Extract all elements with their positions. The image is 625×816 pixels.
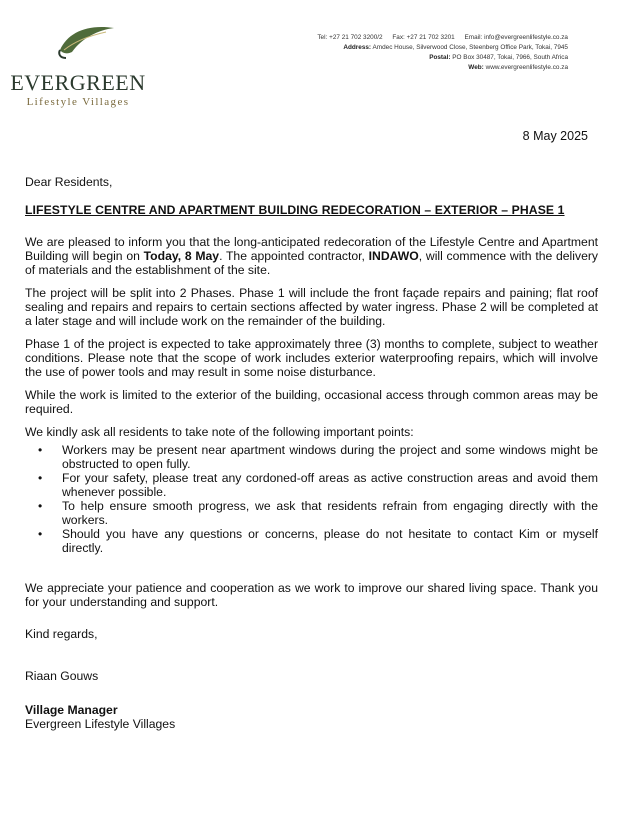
paragraph-intro bbox=[25, 235, 598, 277]
paragraph-thanks: We appreciate your patience and cooperation as we work to improve our shared living space. Thank you for your understanding and support. bbox=[25, 581, 598, 609]
fax-value: +27 21 702 3201 bbox=[406, 34, 455, 41]
leaf-icon bbox=[54, 20, 118, 60]
fax-label: Fax: bbox=[392, 34, 405, 41]
signatory-name: Riaan Gouws bbox=[25, 669, 99, 683]
contact-phone-row bbox=[238, 33, 568, 43]
intro-text-a: We are pleased to inform you that the long-anticipated redecoration of the Lifestyle Centre and Apartment Building will begin on bbox=[25, 235, 598, 263]
list-item-text: For your safety, please treat any cordoned-off areas as active construction areas and avoid them whenever possible. bbox=[62, 471, 598, 499]
company-logo bbox=[8, 20, 148, 108]
list-item-text: Workers may be present near apartment windows during the project and some windows might be obstructed to open fully. bbox=[62, 443, 598, 471]
list-item bbox=[38, 499, 598, 527]
signatory-organisation: Evergreen Lifestyle Villages bbox=[25, 717, 176, 731]
postal-label: Postal: bbox=[429, 54, 451, 61]
signatory-title: Village Manager bbox=[25, 703, 118, 717]
paragraph-phases: The project will be split into 2 Phases. Phase 1 will include the front façade repairs and paining; flat roof sealing and repairs and repairs to certain sections affected by water ingress. Phase 2 will be completed at a later stage and will include work on the remainder of the building. bbox=[25, 286, 598, 328]
brand-tagline: Lifestyle Villages bbox=[26, 96, 130, 108]
tel-value: +27 21 702 3200/2 bbox=[329, 34, 383, 41]
contractor-name: INDAWO bbox=[368, 249, 419, 263]
list-item bbox=[38, 471, 598, 499]
email-value[interactable]: info@evergreenlifestyle.co.za bbox=[484, 34, 568, 41]
contact-postal-row bbox=[238, 53, 568, 63]
contact-web-row bbox=[238, 63, 568, 73]
letter-body bbox=[25, 175, 598, 731]
address-label: Address: bbox=[343, 44, 372, 51]
contact-block bbox=[238, 33, 568, 73]
contact-address-row bbox=[238, 43, 568, 53]
list-item bbox=[38, 443, 598, 471]
points-list bbox=[25, 443, 598, 555]
paragraph-access: While the work is limited to the exterior of the building, occasional access through common areas may be required. bbox=[25, 388, 598, 416]
list-item bbox=[38, 527, 598, 555]
brand-name: EVERGREEN bbox=[10, 70, 146, 95]
web-label: Web: bbox=[468, 64, 484, 71]
closing: Kind regards, bbox=[25, 627, 98, 641]
paragraph-duration: Phase 1 of the project is expected to take approximately three (3) months to complete, subject to weather conditions. Please note that the scope of work includes exterior waterproofing repairs, which will involve the use of power tools and may result in some noise disturbance. bbox=[25, 337, 598, 379]
bullet-icon: • bbox=[38, 443, 43, 457]
list-item-text: Should you have any questions or concerns, please do not hesitate to contact Kim or myself directly. bbox=[62, 527, 598, 555]
bullet-icon: • bbox=[38, 527, 43, 541]
postal-value: PO Box 30487, Tokai, 7966, South Africa bbox=[452, 54, 568, 61]
address-value: Amdec House, Silverwood Close, Steenberg Office Park, Tokai, 7945 bbox=[372, 44, 568, 51]
web-value[interactable]: www.evergreenlifestyle.co.za bbox=[485, 64, 568, 71]
letter-date: 8 May 2025 bbox=[522, 129, 588, 143]
email-label: Email: bbox=[464, 34, 483, 41]
paragraph-points-intro: We kindly ask all residents to take note of the following important points: bbox=[25, 425, 414, 439]
intro-text-c: . The appointed contractor, bbox=[219, 249, 369, 263]
bullet-icon: • bbox=[38, 499, 43, 513]
subject-line: LIFESTYLE CENTRE AND APARTMENT BUILDING REDECORATION – EXTERIOR – PHASE 1 bbox=[25, 203, 565, 217]
list-item-text: To help ensure smooth progress, we ask that residents refrain from engaging directly with the workers. bbox=[62, 499, 598, 527]
salutation: Dear Residents, bbox=[25, 175, 113, 189]
start-date: Today, 8 May bbox=[143, 249, 220, 263]
tel-label: Tel: bbox=[317, 34, 328, 41]
intro-text-e: , will commence with the delivery of materials and the establishment of the site. bbox=[25, 249, 598, 277]
bullet-icon: • bbox=[38, 471, 43, 485]
